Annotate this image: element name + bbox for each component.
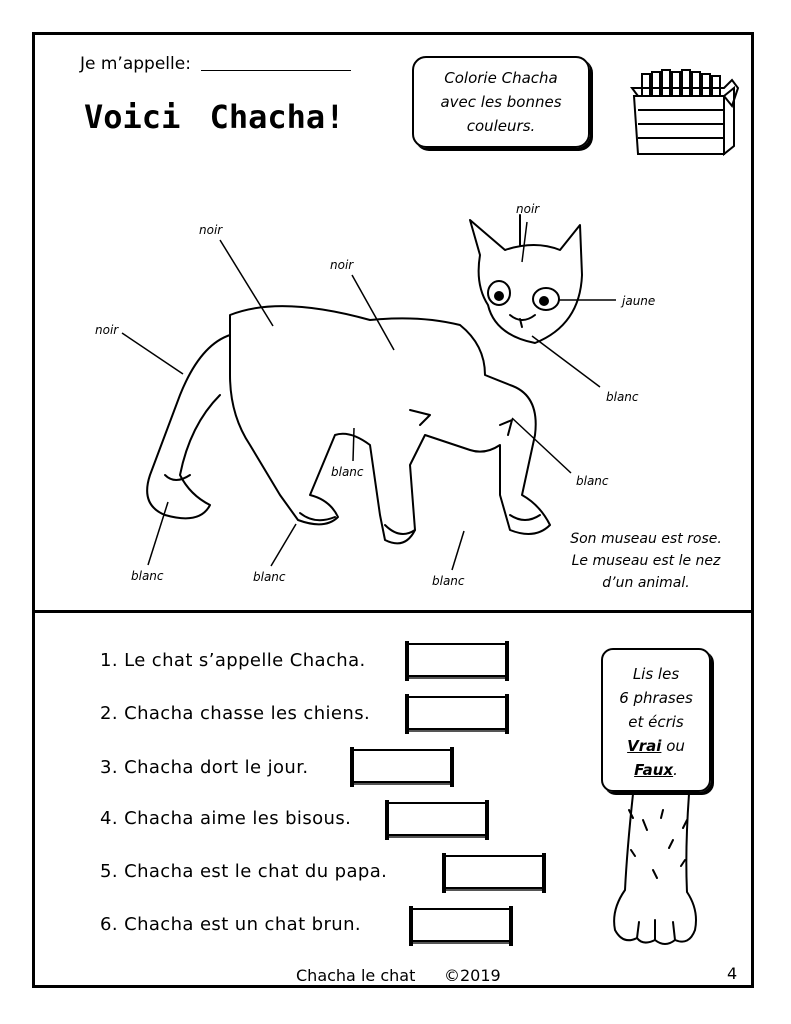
label-noir-back: noir — [199, 223, 223, 237]
name-label: Je m’appelle: — [80, 54, 191, 74]
answer-box-1[interactable] — [407, 643, 507, 677]
page-number: 4 — [727, 964, 738, 983]
color-instruction-text: Colorie Chacha avec les bonnes couleurs. — [440, 69, 562, 135]
footer-title: Chacha le chat — [296, 966, 416, 985]
true-false-instruction-box — [601, 648, 711, 792]
sentence-5: 5. Chacha est le chat du papa. — [100, 861, 388, 882]
instruction-line-3: et écris — [628, 713, 684, 731]
label-blanc-front-paw: blanc — [432, 574, 465, 588]
sentence-1: 1. Le chat s’appelle Chacha. — [100, 650, 366, 671]
sentence-4: 4. Chacha aime les bisous. — [100, 808, 352, 829]
cat-paw-icon — [603, 790, 713, 950]
answer-box-4[interactable] — [387, 802, 487, 836]
sentence-6: 6. Chacha est un chat brun. — [100, 914, 362, 935]
instruction-line-1: Lis les — [632, 665, 680, 683]
label-blanc-chest: blanc — [576, 474, 609, 488]
label-blanc-back-paw: blanc — [253, 570, 286, 584]
instruction-line-4 — [603, 734, 709, 758]
label-blanc-mouth: blanc — [606, 390, 639, 404]
answer-box-2[interactable] — [407, 696, 507, 730]
label-noir-tail: noir — [95, 323, 119, 337]
answer-box-5[interactable] — [444, 855, 544, 889]
snout-note: Son museau est rose. Le museau est le nez d’un animal. — [570, 531, 722, 591]
label-noir-head: noir — [516, 202, 540, 216]
label-noir-body: noir — [330, 258, 354, 272]
vrai-word: Vrai — [627, 737, 662, 755]
faux-word: Faux — [634, 761, 674, 779]
ou-word: ou — [666, 737, 685, 755]
label-jaune-eyes: jaune — [622, 294, 656, 308]
label-blanc-tail: blanc — [131, 569, 164, 583]
footer-copyright: ©2019 — [444, 966, 501, 985]
label-blanc-leg: blanc — [331, 465, 364, 479]
page-title: Voici Chacha! — [84, 98, 345, 136]
sentence-2: 2. Chacha chasse les chiens. — [100, 703, 371, 724]
instruction-line-2: 6 phrases — [619, 689, 693, 707]
instruction-line-5 — [603, 758, 709, 782]
sentence-3: 3. Chacha dort le jour. — [100, 757, 309, 778]
answer-box-6[interactable] — [411, 908, 511, 942]
answer-box-3[interactable] — [352, 749, 452, 783]
period: . — [673, 761, 678, 779]
